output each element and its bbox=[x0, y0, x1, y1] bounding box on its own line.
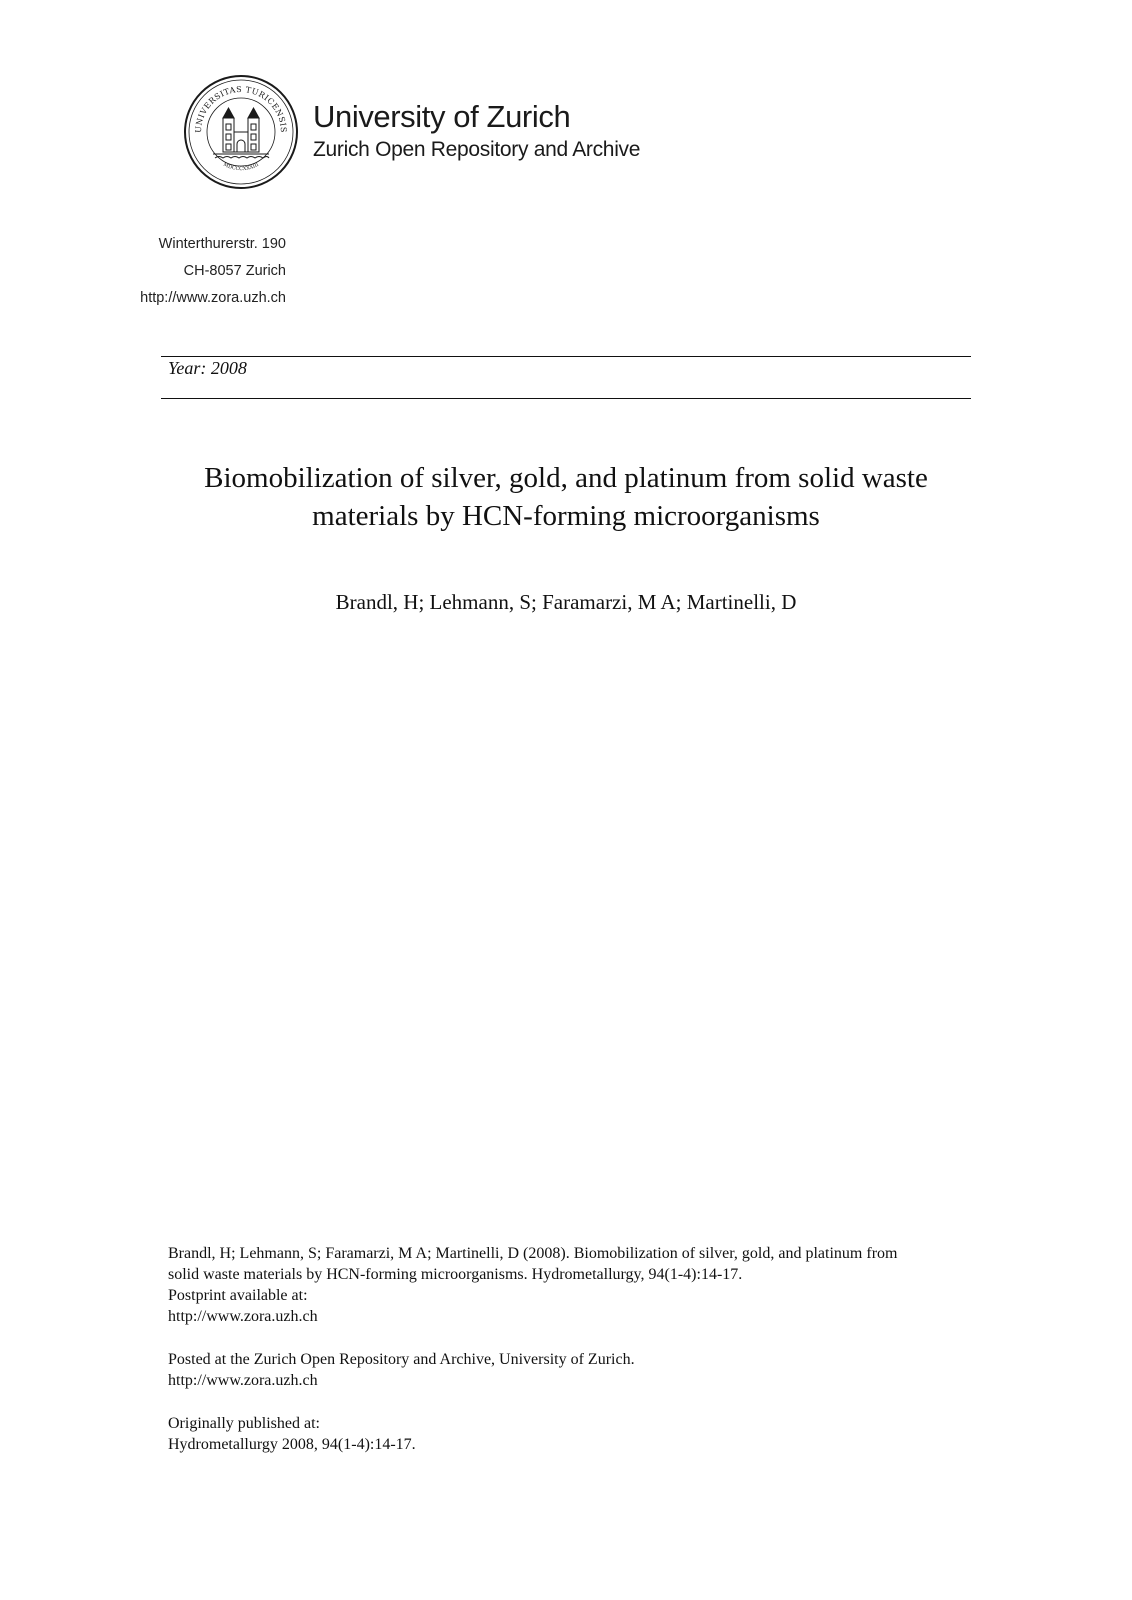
seal-text-top: UNIVERSITAS TURICENSIS bbox=[193, 84, 289, 134]
citation-line: solid waste materials by HCN-forming microorganisms. Hydrometallurgy, 94(1-4):14-17. bbox=[168, 1266, 743, 1283]
paper-title-line: materials by HCN-forming microorganisms bbox=[312, 500, 820, 532]
paper-title bbox=[161, 459, 971, 535]
seal-text-bottom: MDCCCXXXIII bbox=[222, 161, 260, 173]
repository-name: Zurich Open Repository and Archive bbox=[313, 138, 641, 161]
citation-line: Brandl, H; Lehmann, S; Faramarzi, M A; Martinelli, D (2008). Biomobilization of silver, gold, and platinum from bbox=[168, 1245, 898, 1262]
posted-link[interactable]: http://www.zora.uzh.ch bbox=[168, 1372, 318, 1389]
divider-top bbox=[161, 356, 971, 357]
original-label: Originally published at: bbox=[168, 1415, 320, 1432]
paper-title-line: Biomobilization of silver, gold, and platinum from solid waste bbox=[204, 462, 928, 494]
address-block bbox=[140, 231, 286, 312]
address-url[interactable]: http://www.zora.uzh.ch bbox=[140, 290, 286, 306]
address-city: CH-8057 Zurich bbox=[183, 263, 286, 279]
original-source: Hydrometallurgy 2008, 94(1-4):14-17. bbox=[168, 1436, 416, 1453]
university-seal-icon bbox=[183, 74, 299, 190]
postprint-link[interactable]: http://www.zora.uzh.ch bbox=[168, 1308, 318, 1325]
university-name: University of Zurich bbox=[313, 99, 571, 134]
address-street: Winterthurerstr. 190 bbox=[158, 236, 286, 252]
paper-authors: Brandl, H; Lehmann, S; Faramarzi, M A; Martinelli, D bbox=[335, 590, 797, 614]
divider-bottom bbox=[161, 398, 971, 399]
posted-statement: Posted at the Zurich Open Repository and Archive, University of Zurich. bbox=[168, 1351, 635, 1368]
citation-block bbox=[168, 1243, 968, 1455]
postprint-label: Postprint available at: bbox=[168, 1287, 308, 1304]
publication-year: Year: 2008 bbox=[168, 358, 247, 378]
